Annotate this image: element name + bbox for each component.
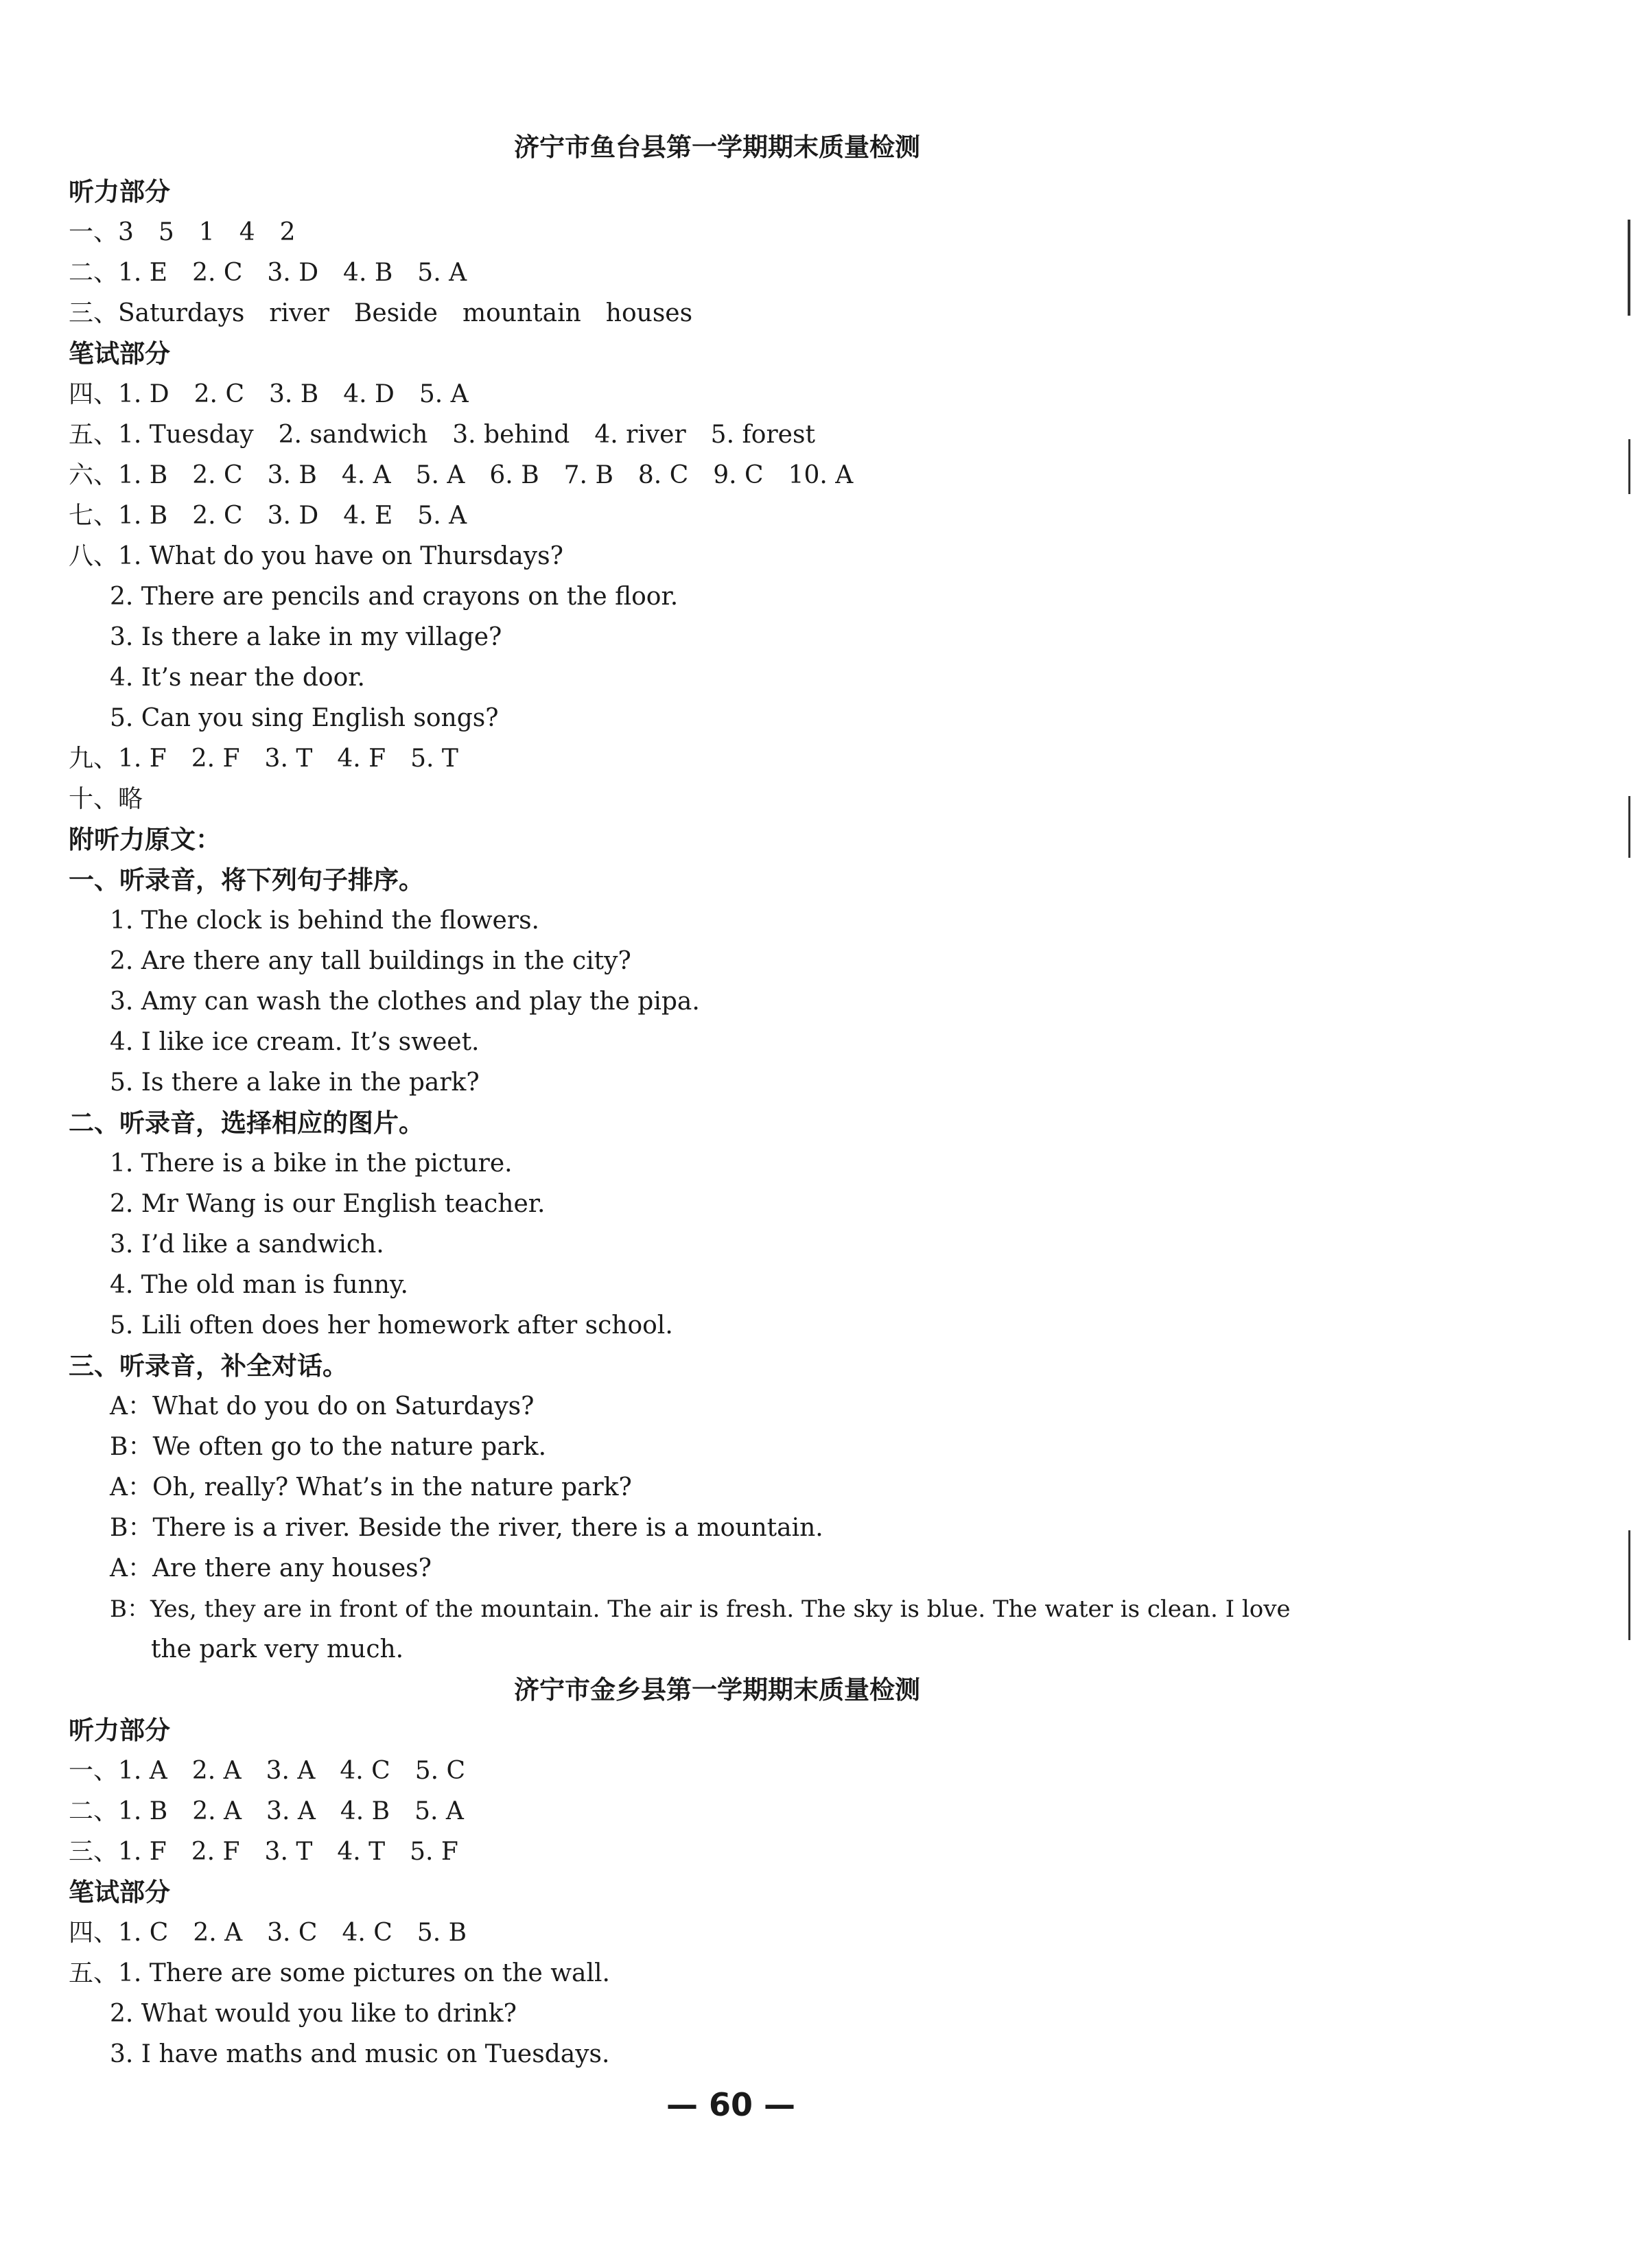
dialogue-line: A：Are there any houses? — [110, 1554, 432, 1582]
answer-line: 五、1. Tuesday 2. sandwich 3. behind 4. river 5. forest — [69, 421, 815, 449]
section-title: 济宁市金乡县第一学期期末质量检测 — [514, 1675, 920, 1705]
dialogue-line: A：Oh, really? What’s in the nature park? — [110, 1473, 632, 1501]
script-part-header: 三、听录音，补全对话。 — [69, 1351, 348, 1381]
section-title: 济宁市鱼台县第一学期期末质量检测 — [514, 132, 920, 162]
answer-line: 三、1. F 2. F 3. T 4. T 5. F — [69, 1838, 458, 1866]
scan-edge-mark — [1628, 1530, 1630, 1640]
answer-line: 3. I have maths and music on Tuesdays. — [110, 2040, 610, 2068]
page-number: — 60 — — [666, 2086, 796, 2123]
script-line: 3. I’d like a sandwich. — [110, 1230, 384, 1259]
listening-header: 听力部分 — [69, 1716, 170, 1745]
dialogue-line: the park very much. — [151, 1635, 404, 1663]
answer-line: 二、1. B 2. A 3. A 4. B 5. A — [69, 1797, 464, 1825]
script-line: 4. I like ice cream. It’s sweet. — [110, 1028, 480, 1056]
dialogue-line: B：There is a river. Beside the river, there is a mountain. — [110, 1514, 823, 1542]
script-line: 5. Is there a lake in the park? — [110, 1068, 480, 1097]
dialogue-line: A：What do you do on Saturdays? — [110, 1392, 535, 1421]
written-header: 笔试部分 — [69, 339, 170, 369]
answer-line: 九、1. F 2. F 3. T 4. F 5. T — [69, 745, 458, 773]
answer-line: 七、1. B 2. C 3. D 4. E 5. A — [69, 502, 467, 530]
script-line: 2. Are there any tall buildings in the city? — [110, 947, 631, 975]
answer-line: 2. What would you like to drink? — [110, 2000, 517, 2028]
written-header: 笔试部分 — [69, 1878, 170, 1907]
answer-line: 一、1. A 2. A 3. A 4. C 5. C — [69, 1757, 466, 1785]
answer-line: 二、1. E 2. C 3. D 4. B 5. A — [69, 259, 467, 287]
dialogue-line: B：We often go to the nature park. — [110, 1433, 547, 1461]
answer-line: 五、1. There are some pictures on the wall. — [69, 1959, 610, 1987]
script-line: 1. The clock is behind the flowers. — [110, 907, 539, 935]
script-line: 5. Lili often does her homework after school. — [110, 1311, 673, 1340]
answer-line: 八、1. What do you have on Thursdays? — [69, 542, 563, 570]
answer-line: 一、3 5 1 4 2 — [69, 218, 296, 246]
scan-edge-mark — [1628, 220, 1630, 316]
script-line: 4. The old man is funny. — [110, 1271, 408, 1299]
script-line: 3. Amy can wash the clothes and play the pipa. — [110, 987, 700, 1016]
answer-line: 六、1. B 2. C 3. B 4. A 5. A 6. B 7. B 8. C 9. C 10. A — [69, 461, 854, 489]
script-line: 2. Mr Wang is our English teacher. — [110, 1190, 546, 1218]
script-part-header: 一、听录音，将下列句子排序。 — [69, 865, 424, 895]
script-line: 1. There is a bike in the picture. — [110, 1149, 513, 1178]
answer-line: 四、1. D 2. C 3. B 4. D 5. A — [69, 380, 469, 408]
script-part-header: 二、听录音，选择相应的图片。 — [69, 1108, 424, 1138]
answer-line: 2. There are pencils and crayons on the floor. — [110, 583, 679, 611]
script-header: 附听力原文： — [69, 825, 221, 854]
dialogue-line: B：Yes, they are in front of the mountain. The air is fresh. The sky is blue. The water is clean. I love — [110, 1595, 1291, 1623]
answer-line: 三、Saturdays river Beside mountain houses — [69, 299, 693, 327]
scan-edge-mark — [1628, 439, 1630, 494]
listening-header: 听力部分 — [69, 177, 170, 207]
answer-line: 十、略 — [69, 785, 143, 813]
answer-line: 5. Can you sing English songs? — [110, 704, 499, 732]
answer-line: 四、1. C 2. A 3. C 4. C 5. B — [69, 1919, 467, 1947]
answer-line: 4. It’s near the door. — [110, 664, 365, 692]
answer-line: 3. Is there a lake in my village? — [110, 623, 502, 651]
scan-edge-mark — [1628, 796, 1630, 858]
